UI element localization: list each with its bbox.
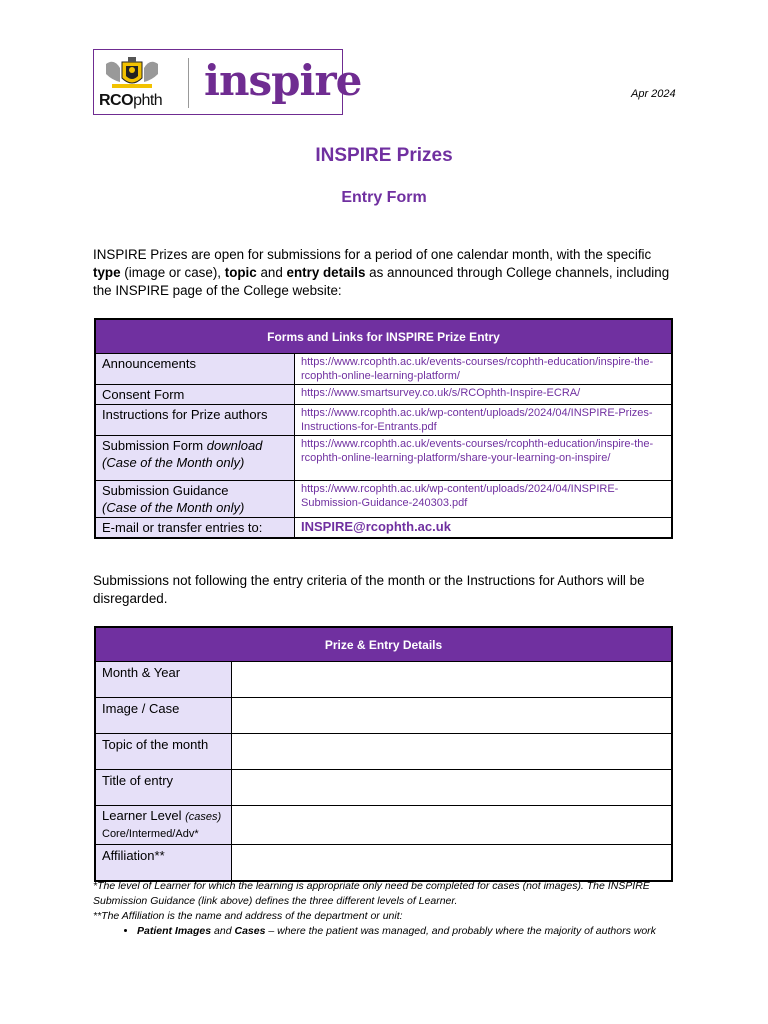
footnotes	[93, 879, 678, 939]
page-subtitle: Entry Form	[341, 189, 427, 206]
intro-paragraph	[93, 246, 673, 300]
row-label	[95, 481, 295, 518]
consent-form-link[interactable]: https://www.smartsurvey.co.uk/s/RCOphth-Inspire-ECRA/	[295, 385, 673, 405]
row-label: Title of entry	[95, 770, 232, 806]
details-table	[94, 626, 673, 882]
row-label: Instructions for Prize authors	[95, 405, 295, 436]
details-table-header: Prize & Entry Details	[95, 627, 672, 662]
intro-bold-type: type	[93, 265, 121, 280]
bullet-text: – where the patient was managed, and probably where the majority of authors work	[265, 925, 656, 937]
inspire-logo	[93, 49, 362, 115]
affiliation-field[interactable]	[232, 845, 673, 881]
table-row	[95, 481, 672, 518]
intro-bold-topic: topic	[224, 265, 257, 280]
footnote-learner: *The level of Learner for which the learning is appropriate only need be completed for cases (not images). The INSPIRE Submission Guidance (link above) defines the three different levels of Learner.	[93, 880, 650, 907]
row-label: E-mail or transfer entries to:	[95, 518, 295, 539]
links-table-header: Forms and Links for INSPIRE Prize Entry	[95, 319, 672, 354]
row-label: Announcements	[95, 354, 295, 385]
rcophth-wordmark	[99, 92, 162, 110]
intro-text: as announced through College channels, including the INSPIRE page of the College website:	[93, 265, 670, 298]
table-row	[95, 518, 672, 539]
links-table	[94, 318, 673, 539]
label-note: (Case of the Month only)	[102, 455, 245, 470]
table-row	[95, 806, 672, 845]
footnote-affiliation: **The Affiliation is the name and address of the department or unit:	[93, 910, 403, 922]
submission-form-link[interactable]: https://www.rcophth.ac.uk/events-courses/rcophth-education/inspire-the-rcophth-online-learning-platform/share-your-learning-on-inspire/	[295, 436, 673, 481]
intro-text: INSPIRE Prizes are open for submissions for a period of one calendar month, with the specific	[93, 247, 652, 262]
table-row	[95, 770, 672, 806]
submission-guidance-link[interactable]: https://www.rcophth.ac.uk/wp-content/uploads/2024/04/INSPIRE-Submission-Guidance-240303.pdf	[295, 481, 673, 518]
row-label: Month & Year	[95, 662, 232, 698]
bullet-text: and	[211, 925, 235, 937]
row-label	[95, 436, 295, 481]
footnote-list	[93, 924, 678, 939]
title-of-entry-field[interactable]	[232, 770, 673, 806]
learner-level-field[interactable]	[232, 806, 673, 845]
row-label: Consent Form	[95, 385, 295, 405]
table-row	[95, 436, 672, 481]
table-row	[95, 734, 672, 770]
logo-divider	[188, 58, 189, 108]
bullet-bold: Patient Images	[137, 925, 212, 937]
phth-text: phth	[133, 92, 163, 109]
month-year-field[interactable]	[232, 662, 673, 698]
label-note: (Case of the Month only)	[102, 500, 245, 515]
bullet-bold: Cases	[234, 925, 266, 937]
intro-text: (image or case),	[120, 265, 225, 280]
table-row	[95, 405, 672, 436]
disregard-note: Submissions not following the entry criteria of the month or the Instructions for Authors will be disregarded.	[93, 573, 645, 606]
table-row	[95, 385, 672, 405]
inspire-wordmark: inspire	[204, 56, 362, 105]
table-row	[95, 662, 672, 698]
table-row	[95, 698, 672, 734]
label-italic: download	[206, 438, 263, 453]
table-row	[95, 845, 672, 881]
page-title: INSPIRE Prizes	[315, 145, 453, 166]
image-case-field[interactable]	[232, 698, 673, 734]
label-levels: Core/Intermed/Adv*	[102, 828, 199, 840]
row-label: Topic of the month	[95, 734, 232, 770]
list-item	[137, 924, 678, 939]
row-label: Image / Case	[95, 698, 232, 734]
table-row	[95, 354, 672, 385]
document-date: Apr 2024	[631, 88, 676, 100]
label-note: (cases)	[185, 811, 222, 823]
rco-text: RCO	[99, 92, 134, 109]
intro-bold-details: entry details	[286, 265, 366, 280]
rcophth-crest-icon	[102, 56, 162, 90]
row-label: Affiliation**	[95, 845, 232, 881]
intro-text: and	[256, 265, 287, 280]
email-link[interactable]: INSPIRE@rcophth.ac.uk	[295, 518, 673, 539]
announcements-link[interactable]: https://www.rcophth.ac.uk/events-courses/rcophth-education/inspire-the-rcophth-online-learning-platform/	[295, 354, 673, 385]
instructions-link[interactable]: https://www.rcophth.ac.uk/wp-content/uploads/2024/04/INSPIRE-Prizes-Instructions-for-Entrants.pdf	[295, 405, 673, 436]
label-text: Submission Form	[102, 438, 207, 453]
row-label	[95, 806, 232, 845]
label-text: Submission Guidance	[102, 483, 229, 498]
topic-field[interactable]	[232, 734, 673, 770]
label-text: Learner Level	[102, 808, 186, 823]
